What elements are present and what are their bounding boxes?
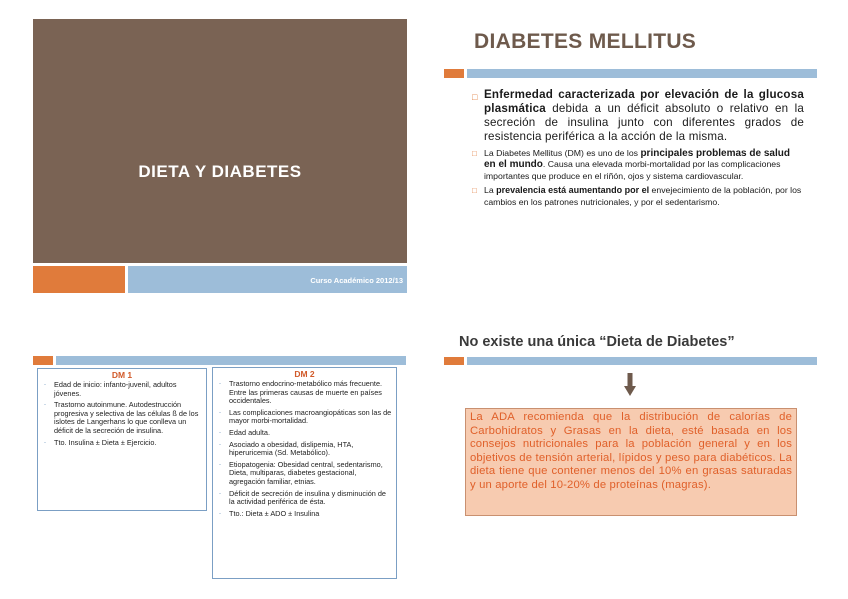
list-item: - Trastorno endocrino-metabólico más frecuente. Entre las primeras causas de muerte en países occidentales. [219,380,392,406]
slide1-footer: Curso Académico 2012/13 [310,276,403,285]
ada-recommendation-text: La ADA recomienda que la distribución de calorías de Carbohidratos y Grasas en la dieta, esté basada en los consejos nutricionales para la población general y en los objetivos de tensión arterial, lípidos y peso para diabéticos. La dieta tiene que contener menos del 10% en grasas saturadas y un aporte del 10-20% de proteínas (magras). [470,411,792,491]
slide1-title: DIETA Y DIABETES [138,162,302,181]
list-item: - Edad de inicio: infanto-juvenil, adultos jóvenes. [44,381,202,398]
dm1-list [38,381,206,447]
slide1-orange-bar [33,266,125,293]
dm2-heading: DM 2 [294,369,315,379]
list-item: - Etiopatogenia: Obesidad central, sedentarismo, Dieta, multiparas, diabetes gestacional, agregación familiar, etnias. [219,461,392,487]
bullet-text: envejecimiento de la población, por los cambios en los patrones nutricionales, y por el sedentarismo. [484,185,802,207]
slide1-title-panel [33,19,407,263]
square-bullet-icon: □ [472,92,478,102]
bullet-definition [472,88,804,144]
square-bullet-icon: □ [472,149,477,158]
slide2-blue-bar [467,69,817,78]
list-item: - Déficit de secreción de insulina y disminución de la actividad periférica de ésta. [219,490,392,507]
bullet-prevalence [472,185,804,208]
dm2-box [212,367,397,579]
bullet-text: La Diabetes Mellitus (DM) es uno de los [484,148,641,158]
bullet-health-problem [472,148,804,182]
bullet-bold-text: prevalencia está aumentando por el [496,185,650,196]
slide4-title: No existe una única “Dieta de Diabetes” [459,334,735,350]
dm1-heading: DM 1 [111,370,133,380]
list-item: - Trastorno autoinmune. Autodestrucción progresiva y selectiva de las células ß de los islotes de Langerhans lo que conlleva un déficit de la secreción de insulina. [44,401,202,435]
dm2-list [213,380,396,518]
list-item: - Tto.: Dieta ± ADO ± Insulina [219,510,392,519]
list-item: - Tto. Insulina ± Dieta ± Ejercicio. [44,439,202,448]
slide4-orange-bar [444,357,464,365]
down-arrow-icon [624,373,636,397]
list-item: - Edad adulta. [219,429,392,438]
bullet-text: La [484,185,497,196]
list-item: - Asociado a obesidad, dislipemia, HTA, hiperuricemia (Sd. Metabólico). [219,441,392,458]
ada-recommendation-box [465,408,797,516]
bullet-bold-text: Enfermedad caracterizada por elevación de la glucosa plasmática [484,88,804,115]
dm1-box [37,368,207,511]
slide2-orange-bar [444,69,464,78]
slide3-orange-bar [33,356,53,365]
slide2-bullet-list [472,88,804,211]
bullet-text: . Causa una elevada morbi-mortalidad por las complicaciones importantes que produce en el riñón, ojos y sistema cardiovascular. [484,159,781,181]
slide4-blue-bar [467,357,817,365]
slide3-blue-bar [56,356,406,365]
bullet-text: debida a un déficit absoluto o relativo en la secreción de insulina junto con diferentes grados de resistencia periférica a la acción de la misma. [484,102,804,143]
bullet-bold-text: principales problemas de salud en el mundo [484,148,790,171]
slide2-title: DIABETES MELLITUS [474,30,697,53]
list-item: - Las complicaciones macroangiopáticas son las de mayor morbi-mortalidad. [219,409,392,426]
square-bullet-icon: □ [472,186,477,196]
